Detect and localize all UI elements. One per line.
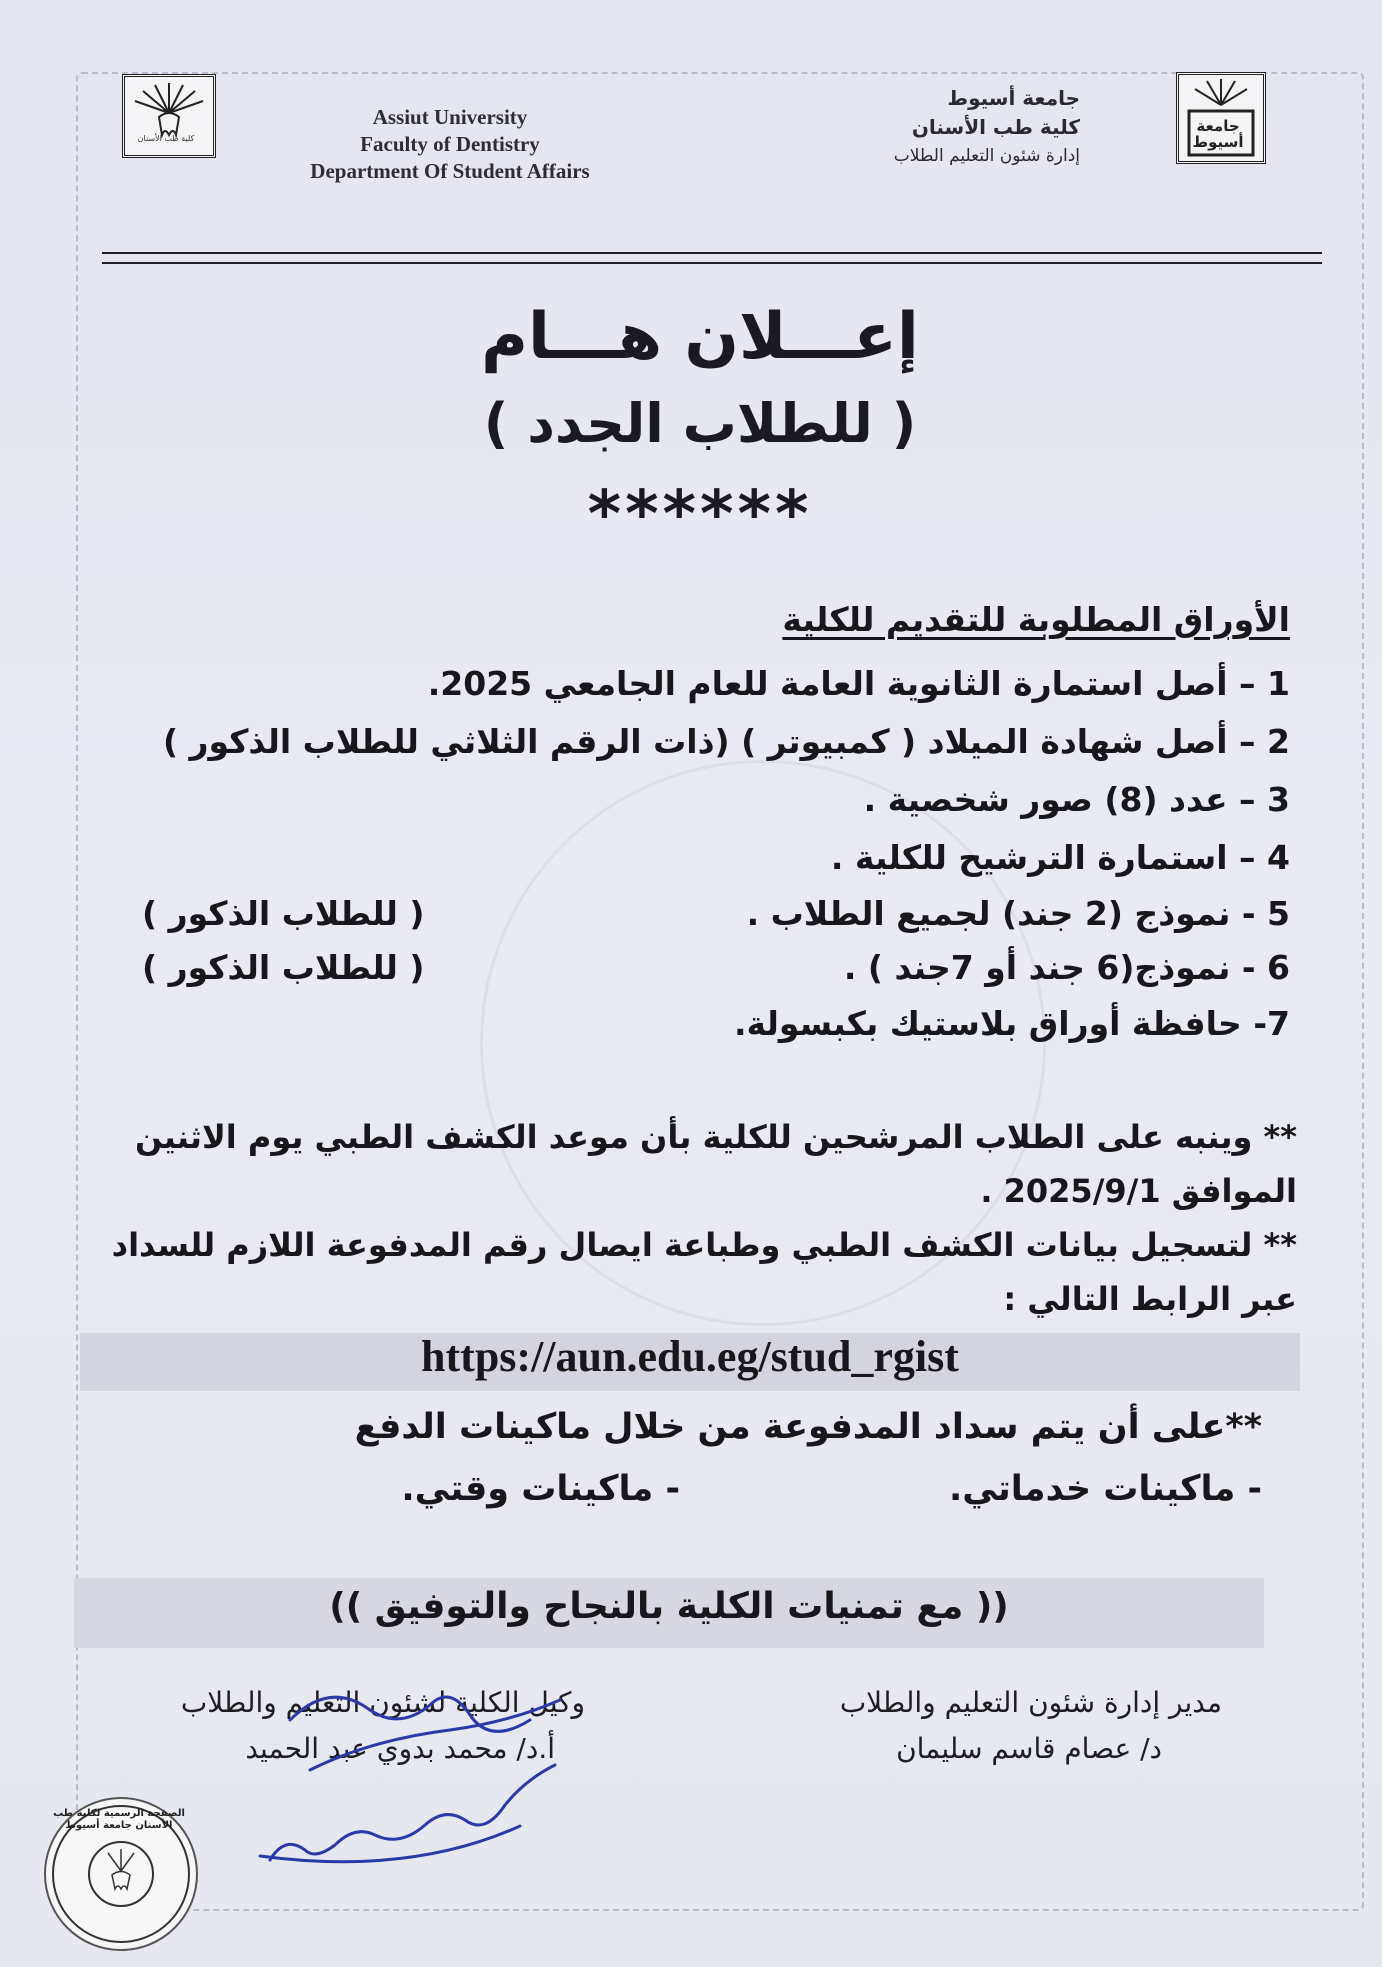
registration-link-intro: عبر الرابط التالي : xyxy=(1003,1280,1297,1318)
arabic-header xyxy=(720,84,1080,171)
right-signatory-name: د/ عصام قاسم سليمان xyxy=(896,1732,1162,1765)
left-logo-caption: كلية طب الأسنان xyxy=(137,134,195,143)
university-name-ar: جامعة أسيوط xyxy=(947,86,1080,110)
handwritten-signature xyxy=(230,1660,690,1880)
requirement-item-5-note: ( للطلاب الذكور ) xyxy=(142,894,425,933)
payment-notice: **على أن يتم سداد المدفوعة من خلال ماكينات الدفع xyxy=(354,1407,1262,1447)
signature-block-right xyxy=(702,1680,1222,1772)
left-signatory-name: أ.د/ محمد بدوي عبد الحميد xyxy=(245,1732,555,1765)
registration-link[interactable]: https://aun.edu.eg/stud_rgist xyxy=(421,1332,959,1381)
faculty-name-ar: كلية طب الأسنان xyxy=(911,115,1080,139)
right-signatory-title: مدير إدارة شئون التعليم والطلاب xyxy=(839,1686,1222,1719)
header-rule-top xyxy=(102,252,1322,254)
header-rule-bottom xyxy=(102,262,1322,264)
registration-notice: ** لتسجيل بيانات الكشف الطبي وطباعة ايصال رقم المدفوعة اللازم للسداد xyxy=(111,1226,1297,1264)
university-name-en: Assiut University xyxy=(372,105,528,129)
stars-divider: ****** xyxy=(587,478,813,552)
faculty-name-en: Faculty of Dentistry xyxy=(360,132,540,156)
stamp-text: الصفحة الرسمية لكلية طب الأسنان جامعة أسيوط xyxy=(53,1808,185,1831)
department-name-ar: إدارة شئون التعليم الطلاب xyxy=(893,146,1080,166)
requirement-item-4: 4 – استمارة الترشيح للكلية . xyxy=(830,838,1290,877)
requirement-item-5: 5 - نموذج (2 جند) لجميع الطلاب . xyxy=(746,894,1290,933)
faculty-logo-left xyxy=(122,74,216,158)
requirement-item-2: 2 – أصل شهادة الميلاد ( كمبيوتر ) (ذات الرقم الثلاثي للطلاب الذكور ) xyxy=(162,722,1290,761)
wishes-text: (( مع تمنيات الكلية بالنجاح والتوفيق )) xyxy=(329,1586,1009,1627)
requirement-item-6-note: ( للطلاب الذكور ) xyxy=(142,948,425,987)
right-logo-caption: جامعة أسيوط xyxy=(1192,117,1244,151)
announcement-title: إعـــلان هـــام xyxy=(481,300,919,374)
requirement-item-6: 6 - نموذج(6 جند أو 7جند ) . xyxy=(843,948,1290,987)
medical-exam-date: الموافق 2025/9/1 . xyxy=(980,1172,1297,1210)
english-header xyxy=(240,104,660,185)
announcement-subtitle: ( للطلاب الجدد ) xyxy=(483,392,917,455)
sunburst-icon xyxy=(125,77,213,155)
machine-option-1: - ماكينات خدماتي. xyxy=(948,1469,1262,1509)
requirement-item-1: 1 – أصل استمارة الثانوية العامة للعام الجامعي 2025. xyxy=(427,664,1290,703)
department-name-en: Department Of Student Affairs xyxy=(310,159,590,183)
requirement-item-7: 7- حافظة أوراق بلاستيك بكبسولة. xyxy=(733,1004,1290,1043)
medical-exam-notice: ** وينبه على الطلاب المرشحين للكلية بأن موعد الكشف الطبي يوم الاثنين xyxy=(135,1118,1297,1156)
requirement-item-3: 3 – عدد (8) صور شخصية . xyxy=(863,780,1290,819)
machine-option-2: - ماكينات وقتي. xyxy=(401,1469,680,1509)
requirements-heading: الأوراق المطلوبة للتقديم للكلية xyxy=(782,600,1290,639)
left-signatory-title: وكيل الكلية لشئون التعليم والطلاب xyxy=(180,1686,585,1719)
